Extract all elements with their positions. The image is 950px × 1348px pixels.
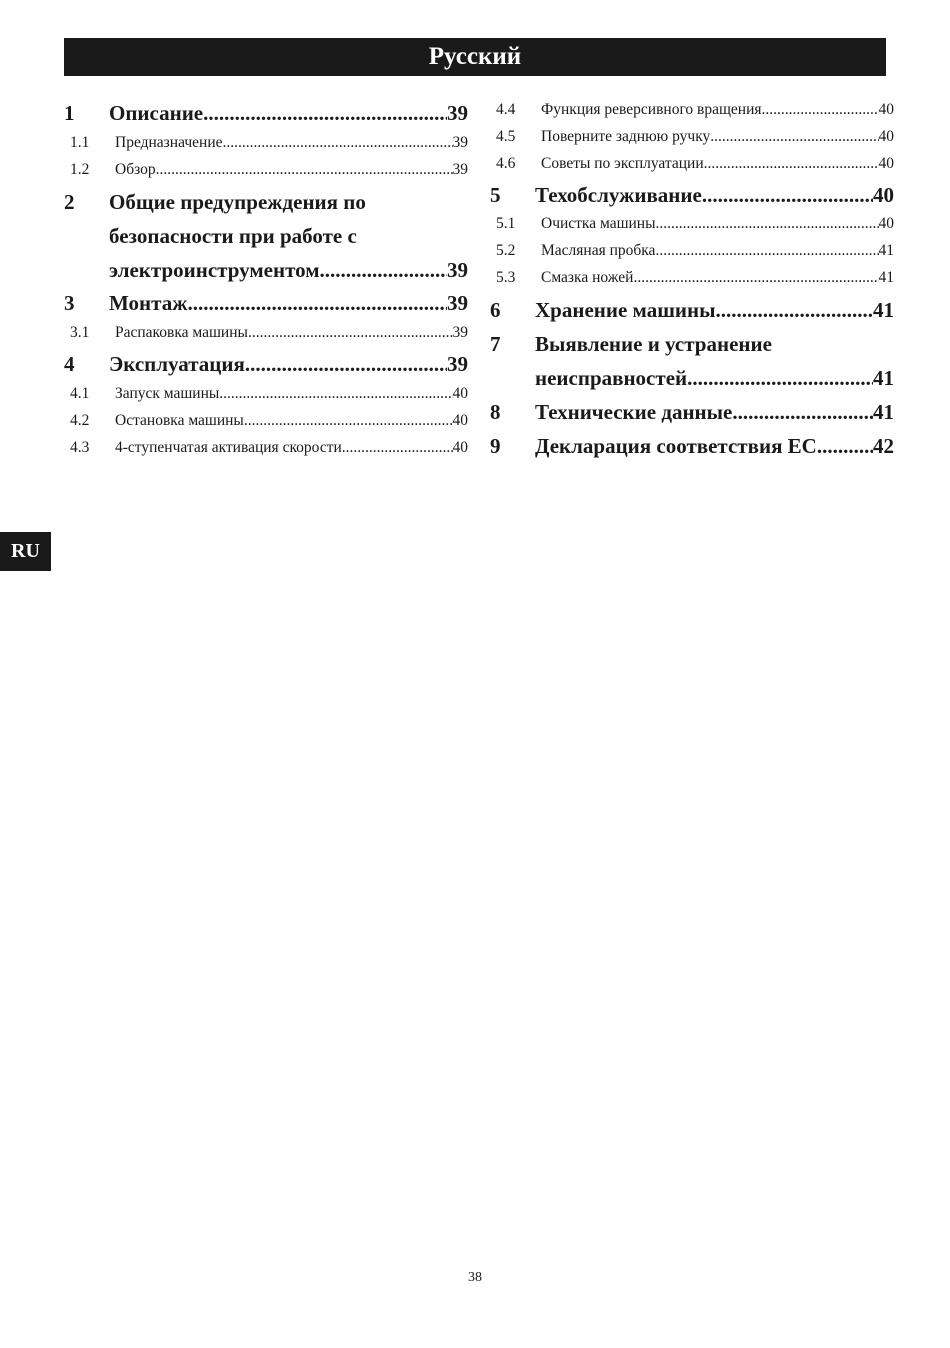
toc-leader-dots [762, 96, 879, 123]
toc-entry-number: 2 [64, 190, 75, 214]
toc-entry-title-text: Смазка ножей [541, 269, 634, 286]
toc-entry-number: 4.6 [496, 155, 516, 172]
toc-entry-title [109, 185, 468, 287]
toc-leader-dots [187, 286, 447, 320]
toc-leader-dots [655, 237, 878, 264]
toc-entry-title-text: Выявление и устранение [535, 332, 772, 356]
toc-entry-title-text: Функция реверсивного вращения [541, 101, 762, 118]
toc-entry-title [541, 210, 894, 237]
page-header-bar [64, 38, 886, 76]
toc-entry-title [115, 407, 468, 434]
toc-entry-page: 40 [873, 183, 894, 207]
toc-leader-dots [223, 129, 453, 156]
toc-leader-dots [687, 361, 873, 395]
toc-entry-title-text: Техобслуживание [535, 183, 702, 207]
toc-entry-title-text: Эксплуатация [109, 352, 245, 376]
toc-leader-dots [320, 253, 447, 287]
toc-entry-page: 39 [452, 161, 468, 178]
toc-entry-title-text: Предназначение [115, 134, 223, 151]
toc-entry-page: 41 [873, 366, 894, 390]
toc-entry-title-text: Описание [109, 101, 204, 125]
toc-entry-title-text: Общие предупреждения по [109, 190, 366, 214]
toc-entry-number: 8 [490, 400, 501, 424]
toc-entry-number: 6 [490, 298, 501, 322]
toc-entry-title [115, 319, 468, 346]
toc-leader-dots [248, 319, 453, 346]
toc-entry-title [109, 347, 468, 381]
toc-entry-title-text: Очистка машины [541, 215, 656, 232]
toc-entry-number: 4.1 [70, 385, 90, 402]
toc-entry-number: 3 [64, 291, 75, 315]
toc-entry-page: 40 [452, 385, 468, 402]
toc-leader-dots [702, 178, 873, 212]
toc-entry-page: 39 [452, 134, 468, 151]
toc-entry-title-text: Остановка машины [115, 412, 244, 429]
toc-entry-title-text: Распаковка машины [115, 324, 248, 341]
toc-entry-number: 1.2 [70, 161, 90, 178]
toc-entry-number: 3.1 [70, 324, 90, 341]
toc-entry-page: 40 [878, 155, 894, 172]
toc-entry-page: 41 [873, 400, 894, 424]
toc-entry-page: 39 [447, 258, 468, 282]
toc-entry-number: 9 [490, 434, 501, 458]
toc-entry-page: 40 [452, 412, 468, 429]
toc-entry-title [535, 429, 894, 463]
toc-entry-number: 4.5 [496, 128, 516, 145]
toc-leader-dots [704, 150, 879, 177]
toc-entry-title-text: 4-ступенчатая активация скорости [115, 439, 342, 456]
toc-entry-title [115, 156, 468, 183]
toc-entry-title-text: Технические данные [535, 400, 733, 424]
toc-entry-page: 40 [452, 439, 468, 456]
toc-entry-page: 39 [447, 101, 468, 125]
toc-leader-dots [244, 407, 453, 434]
toc-entry-page: 40 [878, 101, 894, 118]
toc-entry-number: 1 [64, 101, 75, 125]
toc-entry-page: 40 [878, 215, 894, 232]
toc-entry-title [115, 380, 468, 407]
toc-leader-dots [342, 434, 453, 461]
toc-entry-title-text: Декларация соответствия ЕС [535, 434, 817, 458]
toc-entry-title-text: Масляная пробка [541, 242, 656, 259]
toc-leader-dots [245, 347, 447, 381]
toc-entry-page: 41 [878, 269, 894, 286]
toc-leader-dots [633, 264, 878, 291]
toc-entry-title [535, 395, 894, 429]
toc-entry-number: 5.1 [496, 215, 516, 232]
toc-entry-page: 42 [873, 434, 894, 458]
toc-entry-page: 39 [447, 352, 468, 376]
toc-entry-title [109, 286, 468, 320]
toc-leader-dots [817, 429, 873, 463]
toc-entry-title-text: электроинструментом [109, 258, 320, 282]
toc-entry-number: 5.3 [496, 269, 516, 286]
toc-leader-dots [732, 395, 873, 429]
toc-entry-number: 4 [64, 352, 75, 376]
toc-leader-dots [203, 96, 447, 130]
toc-entry-number: 5.2 [496, 242, 516, 259]
toc-entry-number: 5 [490, 183, 501, 207]
toc-entry-title [541, 150, 894, 177]
toc-entry-title-text: Хранение машины [535, 298, 716, 322]
page-title: Русский [428, 43, 522, 70]
toc-entry-title [541, 123, 894, 150]
toc-entry-page: 40 [878, 128, 894, 145]
toc-entry-title-text: Запуск машины [115, 385, 220, 402]
toc-entry-title-text: неисправностей [535, 366, 688, 390]
language-tab [0, 532, 51, 571]
toc-leader-dots [156, 156, 453, 183]
toc-entry-page: 41 [878, 242, 894, 259]
toc-entry-title [115, 129, 468, 156]
toc-entry-number: 7 [490, 332, 501, 356]
language-label: RU [11, 540, 40, 562]
toc-leader-dots [656, 210, 879, 237]
toc-entry-title [115, 434, 468, 461]
toc-entry-title [535, 327, 894, 395]
toc-entry-title [541, 237, 894, 264]
toc-leader-dots [219, 380, 452, 407]
toc-entry-number: 4.3 [70, 439, 90, 456]
page-number: 38 [468, 1270, 482, 1285]
toc-entry-title-text: Поверните заднюю ручку [541, 128, 711, 145]
toc-entry-page: 41 [873, 298, 894, 322]
toc-entry-title [541, 264, 894, 291]
toc-entry-page: 39 [452, 324, 468, 341]
toc-entry-title [535, 178, 894, 212]
toc-entry-title-text: Советы по эксплуатации [541, 155, 704, 172]
toc-entry-title [541, 96, 894, 123]
toc-entry-title-text: безопасности при работе с [109, 224, 357, 248]
toc-entry-title [535, 293, 894, 327]
toc-entry-title-text: Монтаж [109, 291, 188, 315]
toc-entry-number: 1.1 [70, 134, 90, 151]
toc-leader-dots [716, 293, 873, 327]
toc-entry-title [109, 96, 468, 130]
toc-entry-title-text: Обзор [115, 161, 156, 178]
toc-leader-dots [710, 123, 878, 150]
toc-entry-number: 4.2 [70, 412, 90, 429]
toc-entry-page: 39 [447, 291, 468, 315]
toc-entry-number: 4.4 [496, 101, 516, 118]
